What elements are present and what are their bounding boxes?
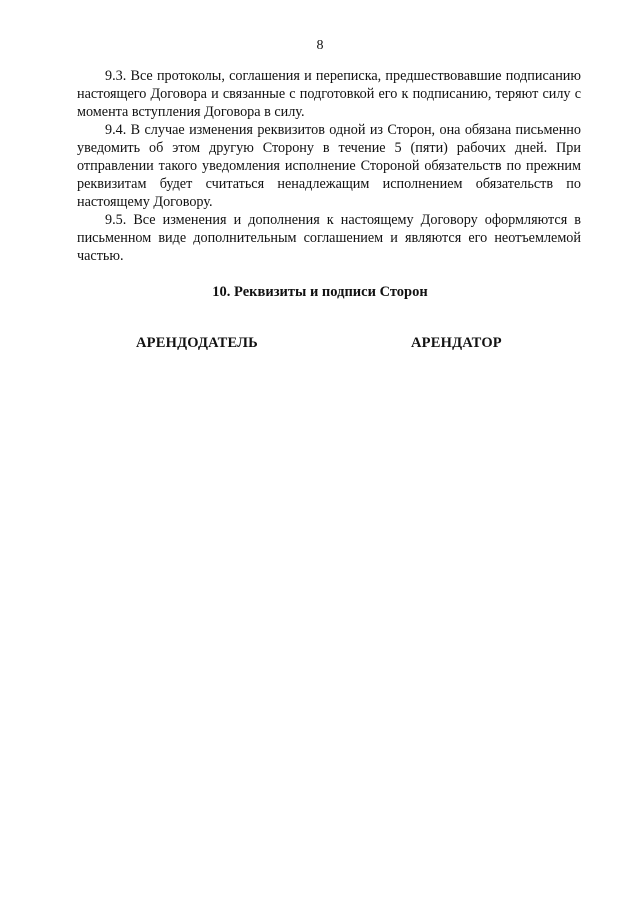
contract-body xyxy=(77,67,581,265)
party-landlord-label: АРЕНДОДАТЕЛЬ xyxy=(136,335,258,351)
paragraph-9-3: 9.3. Все протоколы, соглашения и переписка, предшествовавшие подписанию настоящего Договора и связанные с подготовкой его к подписанию, теряют силу с момента вступления Договора в силу. xyxy=(77,68,581,120)
page-number: 8 xyxy=(316,38,324,53)
section-heading: 10. Реквизиты и подписи Сторон xyxy=(212,284,428,300)
party-tenant-label: АРЕНДАТОР xyxy=(411,335,502,351)
paragraph-9-5: 9.5. Все изменения и дополнения к настоящему Договору оформляются в письменном виде дополнительным соглашением и являются его неотъемлемой частью. xyxy=(77,212,581,264)
paragraph-9-4: 9.4. В случае изменения реквизитов одной из Сторон, она обязана письменно уведомить об этом другую Сторону в течение 5 (пяти) рабочих дней. При отправлении такого уведомления исполнение Стороной обязательств по прежним реквизитам будет считаться ненадлежащим исполнением обязательств по настоящему Договору. xyxy=(77,122,581,210)
